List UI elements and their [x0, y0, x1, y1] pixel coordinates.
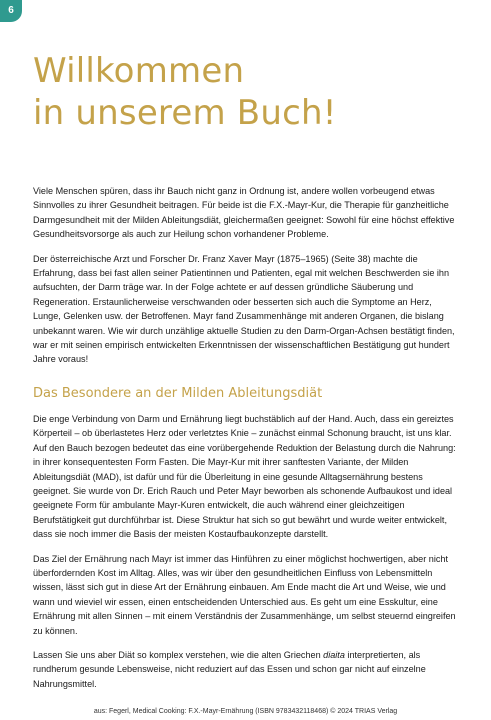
- page-number-badge: 6: [0, 0, 22, 22]
- intro-paragraph: Der österreichische Arzt und Forscher Dr. Franz Xaver Mayr (1875–1965) (Seite 38) machte die Erfahrung, dass bei fast allen seiner Patientinnen und Patienten, egal mit welchen Beschwerden sie ihn aufsuchten, der Darm träge war. In der Folge achtete er auf dessen gründliche Säuberung und Regeneration. Erstaunlicherweise verschwanden oder besserten sich auch die Symptome an Herz, Lunge, Gelenken usw. der Betroffenen. Mayr fand Zusammenhänge mit anderen Organen, die bislang unbekannt waren. Wie wir durch unzählige aktuelle Studien zu den Darm-Organ-Achsen bestätigt finden, war er mit seinen empirisch entwickelten Erkenntnissen der wissenschaftlichen Bestätigung gut hundert Jahre voraus!: [33, 253, 455, 365]
- body-text: [33, 184, 461, 701]
- intro-paragraph: Viele Menschen spüren, dass ihr Bauch nicht ganz in Ordnung ist, andere wollen vorbeugend etwas Sinnvolles zu ihrer Gesundheit beitragen. Für beide ist die F.X.-Mayr-Kur, die Therapie für ganzheitliche Darmgesundheit mit der Milden Ableitungsdiät, gleichermaßen geeignet: Sowohl für eine höchst effektive Gesundheitsvorsorge als auch zur Heilung schon vorhandener Probleme.: [33, 186, 455, 240]
- text-run: Lassen Sie uns aber Diät so komplex verstehen, wie die alten Griechen: [33, 649, 324, 660]
- footer-citation: aus: Fegerl, Medical Cooking: F.X.-Mayr-Ernährung (ISBN 9783432118468) © 2024 TRIAS Verlag: [93, 708, 398, 715]
- section-heading: Das Besondere an der Milden Ableitungsdiät: [33, 385, 323, 401]
- section-paragraph: Die enge Verbindung von Darm und Ernährung liegt buchstäblich auf der Hand. Auch, dass ein gereiztes Körperteil – ob überlastetes Herz oder verletztes Knie – zunächst einmal Schonung braucht, ist uns klar. Auf den Bauch bezogen bedeutet das eine vorübergehende Reduktion der Belastung durch die Nahrung: in ihrer konsequentesten Form Fasten. Die Mayr-Kur mit ihrer sanftesten Variante, der Milden Ableitungsdiät (MAD), ist dafür und für die Überleitung in eine gesunde Alltagsernährung bestens geeignet. Sie wurde von Dr. Erich Rauch und Peter Mayr beworben als schonende Aufbaukost und ideal geeignete Form für ambulante Mayr-Kuren entwickelt, die auch während einer gleichzeitigen Berufstätigkeit gut durchführbar ist. Diese Struktur hat sich so gut bewährt und wurde weiter entwickelt, dass sie noch immer die Basis der meisten Kostaufbaukonzepte darstellt.: [33, 413, 456, 540]
- page-title-line-2: in unserem Buch!: [33, 93, 337, 133]
- section-paragraph-last: [33, 648, 461, 691]
- italic-term: diaita: [323, 649, 345, 660]
- text-run: interpretierten, als rundherum gesunde Lebensweise, nicht reduziert auf das Essen und schon gar nicht auf einzelne Nahrungsmittel.: [33, 649, 426, 689]
- page-title-line-1: Willkommen: [33, 51, 245, 91]
- section-paragraph: Das Ziel der Ernährung nach Mayr ist immer das Hinführen zu einer möglichst hochwertigen, aber nicht überfordernden Kost im Alltag. Alles, was wir über den gesundheitlichen Einfluss von Lebensmitteln wissen, lässt sich gut in diese Art der Ernährung einbauen. Am Ende macht die Art und Weise, wie und wann und wieviel wir essen, einen entscheidenden Unterschied aus. Es geht um eine Esskultur, eine Ernährung mit allen Sinnen – mit einem Verständnis der Zusammenhänge, um selbst steuernd eingreifen zu können.: [33, 553, 456, 636]
- page-title: [33, 50, 453, 134]
